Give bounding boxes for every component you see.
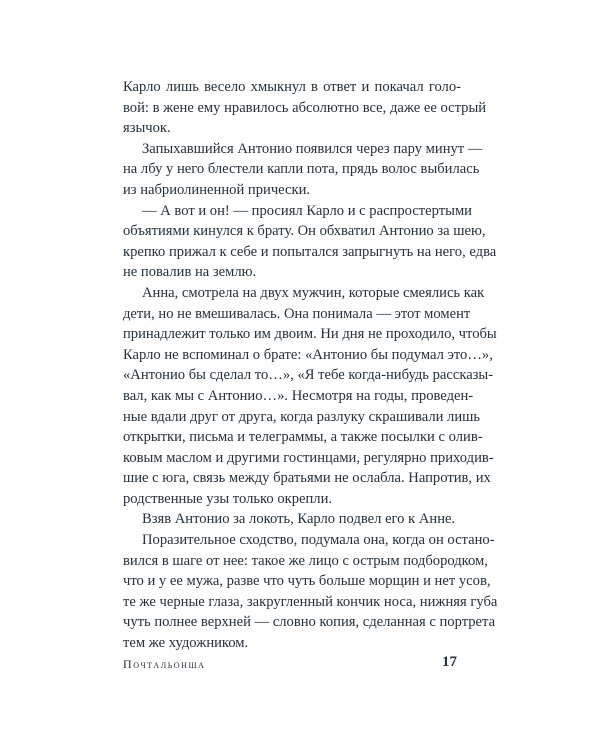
text-line: шие с юга, связь между братьями не ослабла. Напротив, их [123, 470, 491, 487]
page-footer [123, 654, 461, 674]
text-line: ковым маслом и другими гостинцами, регулярно приходив- [123, 449, 494, 466]
text-line: вился в шаге от нее: такое же лицо с острым подбородком, [123, 552, 488, 569]
text-line: принадлежит только им двоим. Ни дня не проходило, чтобы [123, 326, 497, 343]
running-title: Почтальонша [123, 657, 206, 671]
paragraph [123, 509, 461, 530]
paragraph [123, 530, 498, 654]
text-line: что и у ее мужа, разве что чуть больше морщин и нет усов, [123, 573, 491, 590]
text-line: открытки, письма и телеграммы, а также посылки с олив- [123, 429, 483, 446]
text-line: — А вот и он! — просиял Карло и с распростертыми [142, 202, 472, 219]
paragraph [123, 201, 497, 283]
text-line: Карло лишь весело хмыкнул в ответ и покачал голо- [123, 79, 461, 95]
text-line: Карло не вспоминал о брате: «Антонио бы подумал это…», [123, 346, 493, 363]
paragraph [123, 77, 487, 139]
text-line: дети, но не вмешивалась. Она понимала — этот момент [123, 305, 471, 322]
text-line: вой: в жене ему нравилось абсолютно все, даже ее острый [123, 99, 487, 116]
text-line: Взяв Антонио за локоть, Карло подвел его к Анне. [142, 511, 456, 528]
text-line: тем же художником. [123, 635, 249, 652]
text-line: вал, как мы с Антонио…». Несмотря на годы, проведен- [123, 387, 474, 404]
text-line: из набриолиненной прически. [123, 181, 311, 198]
text-line: те же черные глаза, закругленный кончик носа, нижняя губа [123, 593, 498, 610]
paragraph [123, 283, 497, 510]
text-line: Анна, смотрела на двух мужчин, которые смеялись как [142, 284, 485, 301]
text-line: Запыхавшийся Антонио появился через пару минут — [142, 140, 483, 157]
text-line: язычок. [123, 120, 171, 137]
text-line: «Антонио бы сделал то…», «Я тебе когда-нибудь рассказы- [123, 367, 494, 384]
text-line: не повалив на землю. [123, 264, 257, 281]
body-text [123, 77, 498, 654]
text-line: ные вдали друг от друга, когда разлуку скрашивали лишь [123, 408, 481, 425]
text-line: родственные узы только окрепли. [123, 490, 333, 507]
text-line: крепко прижал к себе и попытался запрыгнуть на него, едва [123, 243, 497, 260]
text-line: чуть полнее верхней — словно копия, сделанная с портрета [123, 614, 496, 631]
text-line: объятиями кинулся к брату. Он обхватил Антонио за шею, [123, 223, 486, 240]
page-number: 17 [442, 654, 457, 670]
paragraph [123, 139, 483, 201]
text-line: на лбу у него блестели капли пота, прядь волос выбилась [123, 161, 480, 178]
text-line: Поразительное сходство, подумала она, когда он остано- [142, 532, 495, 549]
